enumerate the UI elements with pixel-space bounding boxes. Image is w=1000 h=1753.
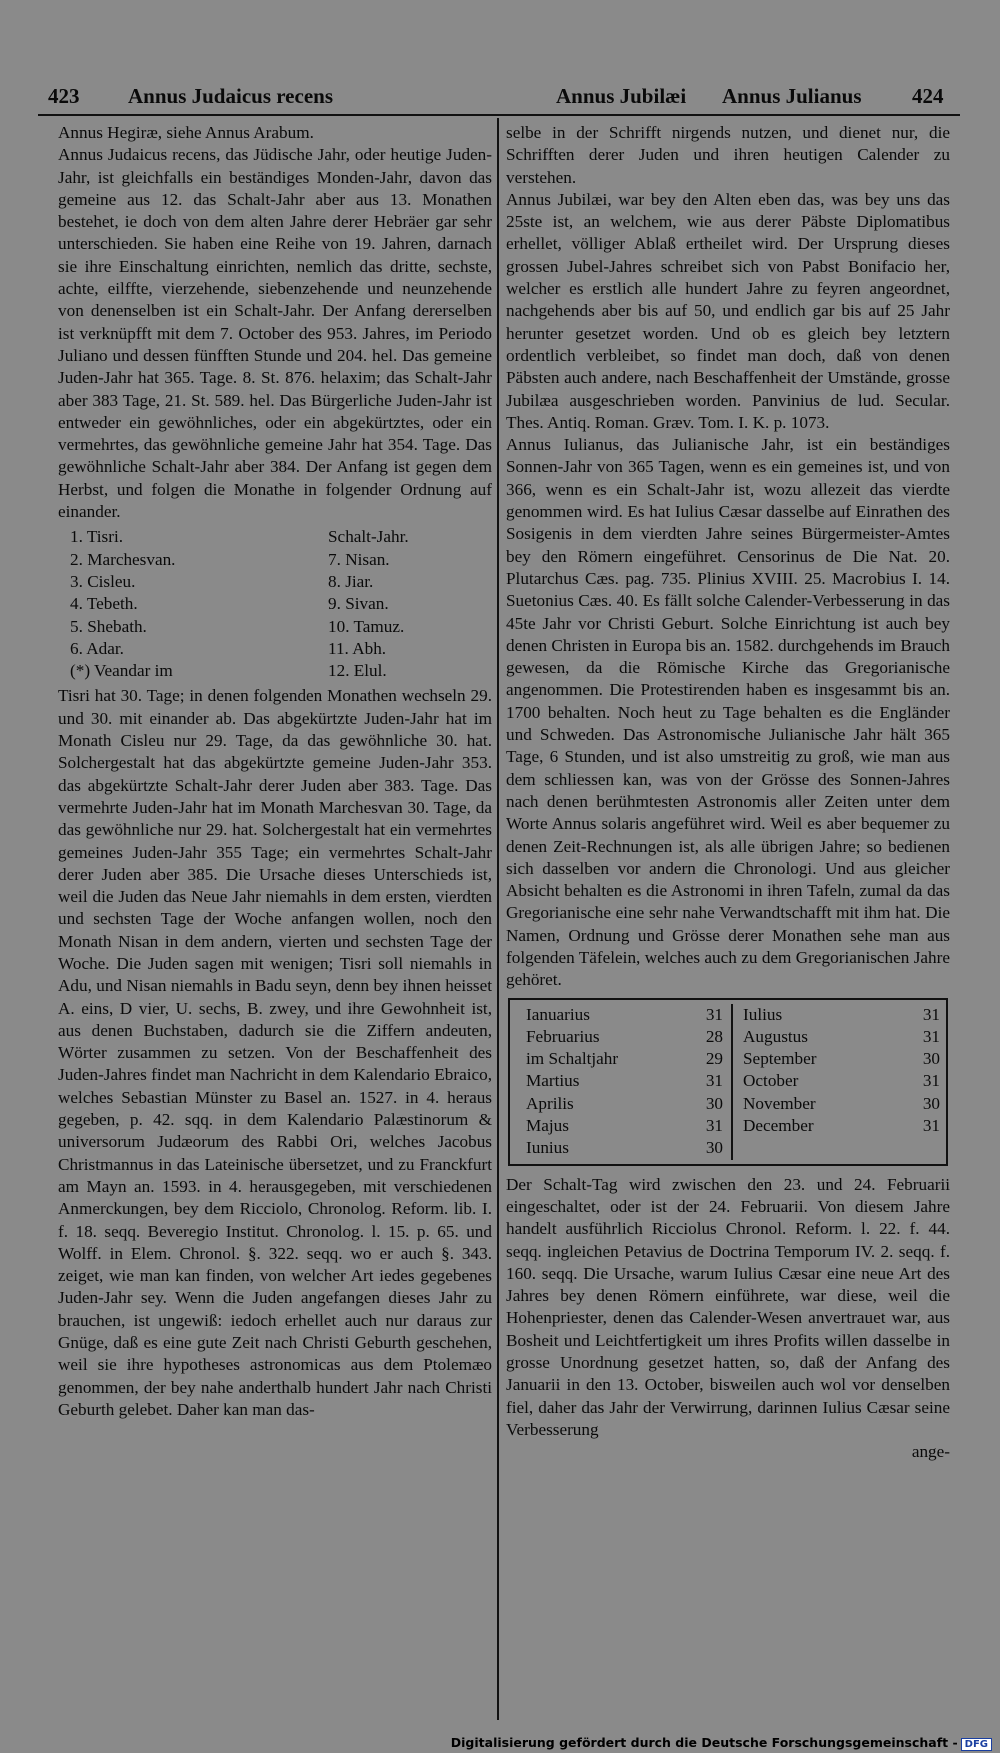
table-row: October 31	[743, 1071, 940, 1091]
month-table-left-column	[526, 1004, 733, 1160]
table-row: November 30	[743, 1093, 940, 1113]
left-running-title: Annus Judaicus recens	[128, 84, 333, 108]
list-item: 3. Cisleu. 8. Jiar.	[70, 571, 374, 591]
table-row: Iulius 31	[743, 1004, 940, 1024]
column-divider	[497, 118, 499, 1720]
catchword: ange-	[911, 1442, 950, 1462]
entry-schalttag: Der Schalt-Tag wird zwischen den 23. und 24. Februarii eingeschaltet, oder ist der 24. Februarii. Von diesem Jahre handelt ausführlich Ricciolus Chronol. Reform. l. 22. f. 44. seqq. ingleichen Petavius de Doctrina Temporum IV. 2. seqq. f. 160. seqq. Die Ursache, warum Iulius Cæsar eine neue Art des Jahres bey denen Römern einführete, war diese, weil die Hohenpriester, denen das Calender-Wesen anvertrauet war, aus Bosheit und Leichtfertigkeit um ihres Profits willen dasselbe in grosse Unordnung gesetzet hatten, so, daß der Anfang des Januarii in den 13. October, bisweilen auch wol vor denselben fiel, daher das Jahr der Verwirrung, darinnen Iulius Cæsar seine Verbesserung	[506, 1174, 950, 1439]
table-row: Ianuarius 31	[526, 1004, 723, 1024]
right-column	[506, 122, 950, 1464]
credit-text: Digitalisierung gefördert durch die Deutsche Forschungsgemeinschaft -	[450, 1735, 958, 1750]
right-running-title-1: Annus Jubilæi	[556, 84, 687, 108]
hebrew-month-list	[70, 526, 492, 682]
list-item: 2. Marchesvan. 7. Nisan.	[70, 549, 390, 569]
table-row: Martius 31	[526, 1071, 723, 1091]
list-item: 5. Shebath. 10. Tamuz.	[70, 616, 405, 636]
entry-annus-julianus: Annus Iulianus, das Julianische Jahr, ist ein beständiges Sonnen-Jahr von 365 Tagen, wenn es ein gemeines ist, und von 366, wenn es ein Schalt-Jahr ist, wozu allezeit das vierdte genommen wird. Es hat Iulius Cæsar dasselbe auf Einrathen des Sosigenis in dem vierdten Jahre seines Bürgermeister-Amtes bey den Römern eingeführet. Censorinus de Die Nat. 20. Plutarchus Cæs. pag. 735. Plinius XVIII. 25. Macrobius I. 14. Suetonius Cæs. 40. Es fällt solche Calender-Verbesserung in das 45te Jahr vor Christi Geburt. Solche Einrichtung ist auch bey denen Christen in Europa bis an. 1582. durchgehends im Brauch gewesen, da die Römische Kirche das Gregorianische angenommen. Die Protestirenden haben es insgesammt bis an. 1700 behalten. Noch heut zu Tage behalten es die Engländer und Schweden. Das Astronomische Julianische Jahr hält 365 Tage, 6 Stunden, und ist also umstreitig zu groß, wie man aus dem schliessen kan, was von der Grösse des Sonnen-Jahres nach denen berühmtesten Astronomis aller Zeiten unter dem Worte Annus solaris angeführet wird. Weil es aber bequemer zu denen Zeit-Rechnungen ist, als alle übrigen Jahre; so bedienen sich dasselben vor andern die Chronologi. Und aus gleicher Absicht behalten es die Astronomi in ihren Tafeln, zumal da das Gregorianische eine sehr nahe Verwandtschafft mit ihm hat. Die Namen, Ordnung und Grösse derer Monathen sehe man aus folgenden Täfelein, welches auch zu dem Gregorianischen Jahre gehöret.	[506, 435, 950, 990]
left-column	[58, 122, 492, 1421]
running-header	[40, 84, 960, 116]
table-row: September 30	[743, 1049, 940, 1069]
table-row: im Schaltjahr 29	[526, 1049, 723, 1069]
right-page-number: 424	[912, 84, 944, 108]
entry-annus-judaicus: Annus Judaicus recens, das Jüdische Jahr, oder heutige Juden-Jahr, ist gleichfalls ein beständiges Monden-Jahr, davon das gemeine aus 12. das Schalt-Jahr aber aus 13. Monathen bestehet, ie doch von dem alten Jahre derer Hebräer gar sehr unterschieden. Sie haben eine Reihe von 19. Jahren, darnach sie ihre Einschaltung einrichten, nemlich das dritte, sechste, achte, eilffte, vierzehende, siebenzehende und neunzehende von denenselben ist ein Schalt-Jahr. Der Anfang dererselben ist verknüpfft mit dem 7. October des 953. Jahres, im Periodo Juliano und dessen fünfften Stunde und 204. hel. Das gemeine Juden-Jahr hat 365. Tage. 8. St. 876. helaxim; das Schalt-Jahr aber 383 Tage, 21. St. 589. hel. Das Bürgerliche Juden-Jahr ist entweder ein gewöhnliches, oder ein abgekürtztes, oder ein vermehrtes, das gewöhnliche gemeine Jahr hat 354. Tage. Das gewöhnliche Schalt-Jahr aber 384. Der Anfang ist gegen dem Herbst, und folgen die Monathe in folgender Ordnung auf einander.	[58, 145, 492, 522]
digitization-credit	[451, 1735, 992, 1751]
table-row: Iunius 30	[526, 1138, 723, 1158]
header-rule	[38, 114, 960, 116]
list-item: 6. Adar. 11. Abh.	[70, 638, 387, 658]
list-item: 1. Tisri. Schalt-Jahr.	[70, 527, 409, 547]
entry-annus-jubilaei: Annus Jubilæi, war bey den Alten eben das, was bey uns das 25ste ist, an welchem, wie aus derer Päbste Diplomatibus erhellet, völliger Ablaß ertheilet wird. Der Ursprung dieses grossen Jubel-Jahres schreibet sich von Pabst Bonifacio her, welcher es erstlich alle hundert Jahre zu feyren angeordnet, nachgehends aber bis auf 50, und endlich gar bis auf 25 Jahr herunter gesetzet worden. Und ob es gleich bey letztern ordentlich verbleibet, so findet man doch, daß von denen Päbsten auch andere, nach Beschaffenheit der Umstände, grosse Jubilæa ausgeschrieben worden. Panvinius de lud. Secular. Thes. Antiq. Roman. Græv. Tom. I. K. p. 1073.	[506, 189, 950, 432]
table-row: Majus 31	[526, 1116, 723, 1136]
list-item: (*) Veandar im 12. Elul.	[70, 661, 387, 681]
entry-judaicus-end: selbe in der Schrifft nirgends nutzen, und dienet nur, die Schrifften derer Juden und ihren heutigen Calender zu verstehen.	[506, 123, 950, 187]
right-running-title-2: Annus Julianus	[722, 84, 862, 108]
month-table-right-column	[743, 1004, 940, 1160]
entry-judaicus-continued: Tisri hat 30. Tage; in denen folgenden Monathen wechseln 29. und 30. mit einander ab. Das abgekürtzte Juden-Jahr hat im Monath Cisleu nur 29. Tage, da das gewöhnliche 30. hat. Solchergestalt hat das abgekürtzte gemeine Juden-Jahr 353. das abgekürtzte Schalt-Jahr derer Juden aber 383. Tage. Das vermehrte Juden-Jahr hat im Monath Marchesvan 30. Tage, da das gewöhnliche nur 29. hat. Solchergestalt hat ein vermehrtes gemeines Juden-Jahr 355 Tage; ein vermehrtes Schalt-Jahr derer Juden aber 385. Die Ursache dieses Unterschieds ist, weil die Juden das Neue Jahr niemahls in dem ersten, vierdten und sechsten Tage der Woche anfangen wollen, noch den Monath Nisan in dem andern, vierten und sechsten Tage der Woche. Die Juden sagen mit wenigen; Tisri soll niemahls in Adu, und Nisan niemahls in Badu seyn, denn bey ihnen heisset A. eins, D vier, U. sechs, B. zwey, und ihre Gewohnheit ist, aus denen Buchstaben, dadurch sie die Ziffern andeuten, Wörter zusammen zu setzen. Von der Beschaffenheit des Juden-Jahres findet man Nachricht in dem Kalendario Ebraico, welches Sebastian Münster zu Basel an. 1527. in 4. heraus gegeben, p. 42. sqq. in dem Kalendario Palæstinorum & universorum Judæorum des Rabbi Ori, welches Jacobus Christmannus in das Lateinische übersetzet, und zu Franckfurt am Mayn an. 1593. in 4. herausgegeben, mit verschiedenen Anmerckungen, bey dem Ricciolo, Chronolog. Reform. lib. I. f. 18. seqq. Beveregio Institut. Chronolog. l. 15. p. 65. und Wolff. in Elem. Chronol. §. 322. seqq. wo er auch §. 343. zeiget, wie man kan finden, von welcher Art iedes gegebenes Juden-Jahr sey. Wenn die Juden angefangen dieses Jahr zu brauchen, ist ungewiß: iedoch erhellet auch nur daraus zur Gnüge, daß es eine gute Zeit nach Christi Geburth geschehen, weil sie ihre hypotheses astronomicas aus dem Ptolemæo genommen, der bey nahe anderthalb hundert Jahr nach Christi Geburth gelebet. Daher kan man das-	[58, 686, 492, 1419]
dfg-logo: DFG	[961, 1738, 992, 1751]
table-row: Augustus 31	[743, 1026, 940, 1046]
table-row: Aprilis 30	[526, 1093, 723, 1113]
table-row: December 31	[743, 1116, 940, 1136]
table-row: Februarius 28	[526, 1026, 723, 1046]
list-item: 4. Tebeth. 9. Sivan.	[70, 594, 389, 614]
entry-annus-hegirae: Annus Hegiræ, siehe Annus Arabum.	[58, 123, 314, 142]
julian-month-table	[508, 998, 948, 1166]
left-page-number: 423	[48, 84, 80, 108]
